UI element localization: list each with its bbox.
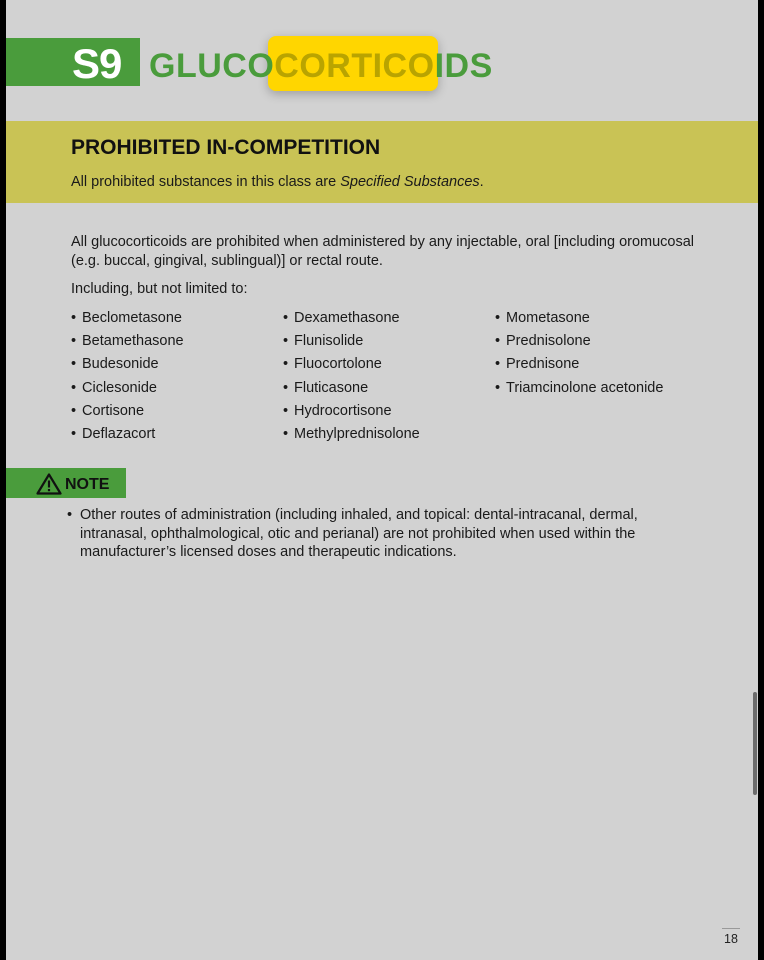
list-item: • Dexamethasone — [283, 309, 420, 332]
list-item: • Hydrocortisone — [283, 402, 420, 425]
list-item: • Mometasone — [495, 309, 663, 332]
intro-paragraph: All glucocorticoids are prohibited when administered by any injectable, oral [including oromucosal (e.g. buccal, gingival, sublingual)] or rectal route. — [71, 234, 695, 269]
substance-column-2 — [283, 309, 420, 448]
section-title — [149, 40, 493, 90]
status-subtext-emphasis: Specified Substances — [340, 174, 480, 190]
including-label: Including, but not limited to: — [71, 281, 248, 297]
list-item: • Beclometasone — [71, 309, 184, 332]
substance-column-1 — [71, 309, 184, 448]
list-item: • Flunisolide — [283, 332, 420, 355]
status-band — [6, 121, 758, 203]
status-subtext — [71, 174, 484, 190]
list-item: • Prednisolone — [495, 332, 663, 355]
list-item: • Methylprednisolone — [283, 425, 420, 448]
list-item: • Fluticasone — [283, 379, 420, 402]
note-item: • Other routes of administration (including inhaled, and topical: dental-intracanal, dermal, intranasal, ophthalmological, otic and perianal) are not prohibited when used within the manufacturer’s licensed doses and therapeutic indications. — [67, 506, 687, 562]
title-part-highlighted[interactable]: CORTICO — [274, 47, 435, 85]
page-number-rule — [722, 928, 740, 929]
warning-triangle-icon — [36, 473, 62, 495]
title-part-after: IDS — [434, 47, 493, 85]
list-item: • Prednisone — [495, 355, 663, 378]
section-code: S9 — [72, 40, 122, 87]
vertical-scrollbar[interactable] — [753, 692, 757, 795]
status-subtext-suffix: . — [479, 174, 484, 190]
page-number: 18 — [724, 932, 738, 946]
title-part-before: GLUCO — [149, 47, 275, 85]
list-item: • Triamcinolone acetonide — [495, 379, 663, 402]
list-item: • Cortisone — [71, 402, 184, 425]
note-label: NOTE — [65, 476, 110, 493]
substance-column-3 — [495, 309, 663, 402]
status-heading: PROHIBITED IN-COMPETITION — [71, 136, 381, 159]
document-page — [6, 0, 758, 960]
list-item: • Deflazacort — [71, 425, 184, 448]
list-item: • Budesonide — [71, 355, 184, 378]
list-item: • Ciclesonide — [71, 379, 184, 402]
list-item: • Fluocortolone — [283, 355, 420, 378]
status-subtext-prefix: All prohibited substances in this class are — [71, 174, 341, 190]
note-list — [67, 506, 687, 562]
list-item: • Betamethasone — [71, 332, 184, 355]
